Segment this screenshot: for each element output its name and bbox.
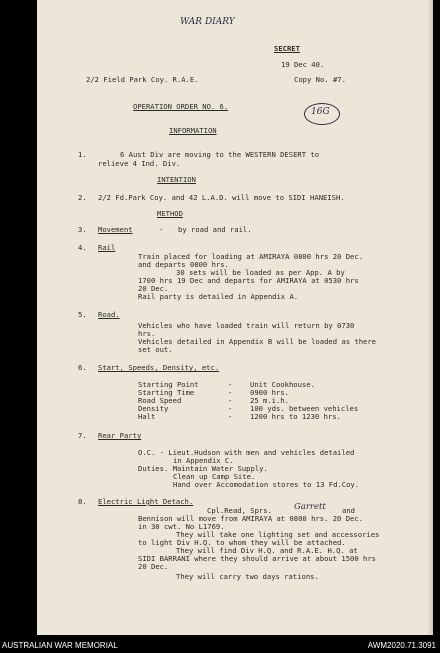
unit-name: 2/2 Field Park Coy. R.A.E. xyxy=(86,75,199,84)
para-8-line: They will find Div H.Q. and R.A.E. H.Q. at xyxy=(176,546,358,555)
war-diary-handwritten-header: WAR DIARY xyxy=(180,17,235,27)
para-8-line: in 30 cwt. No L1769. xyxy=(138,522,225,531)
para-5-line: Vehicles who have loaded train will return by 0730 xyxy=(138,321,355,330)
copy-number: Copy No. #7. xyxy=(294,75,346,84)
para-6-row-value: 1200 hrs to 1230 hrs. xyxy=(250,412,341,421)
para-7-line: Duties. Maintain Water Supply. xyxy=(138,464,268,473)
para-7-number: 7. xyxy=(78,431,87,440)
para-6-row-label: Halt xyxy=(138,412,156,421)
para-8-line: Bennison will move from AMIRAYA at 0800 hrs. 20 Dec. xyxy=(138,514,364,523)
para-6-row-label: Starting Time xyxy=(138,388,195,397)
para-8-line: to light Div H.Q. to whom they will be attached. xyxy=(138,538,346,547)
method-heading: METHOD xyxy=(157,209,183,218)
para-6-row-value: Unit Cookhouse. xyxy=(250,380,315,389)
para-2-text: 2/2 Fd.Park Coy. and 42 L.A.D. will move to SIDI HANEISH. xyxy=(98,193,345,202)
para-8-line-1b: and xyxy=(342,506,355,515)
para-5-line: hrs. xyxy=(138,329,156,338)
para-4-label: Rail xyxy=(98,243,116,252)
para-4-line: and departs 0800 hrs. xyxy=(138,260,229,269)
para-6-row-value: 0900 hrs. xyxy=(250,388,289,397)
para-8-line: They will take one lighting set and accessories xyxy=(176,530,380,539)
para-8-line: 20 Dec. xyxy=(138,562,169,571)
para-3-number: 3. xyxy=(78,225,87,234)
handwritten-number: 16G xyxy=(311,107,330,117)
para-6-row-dash: - xyxy=(228,380,233,389)
para-6-row-value: 25 m.i.h. xyxy=(250,396,289,405)
para-7-line: in Appendix C. xyxy=(173,456,234,465)
para-7-line: Hand over Accomodation stores to 13 Fd.Coy. xyxy=(173,480,360,489)
para-8-line: They will carry two days rations. xyxy=(176,572,319,581)
para-6-number: 6. xyxy=(78,363,87,372)
para-6-row-value: 100 yds. between vehicles xyxy=(250,404,359,413)
para-1-line-2: relieve 4 Ind. Div. xyxy=(98,159,181,168)
information-heading: INFORMATION xyxy=(169,126,217,135)
para-5-number: 5. xyxy=(78,310,87,319)
para-7-line: O.C. - Lieut.Hudson with men and vehicles detailed xyxy=(138,448,355,457)
footer-institution: AUSTRALIAN WAR MEMORIAL xyxy=(2,641,118,650)
para-6-row-dash: - xyxy=(228,404,233,413)
para-8-line-1a: Cpl.Read, Sprs. xyxy=(207,506,272,515)
footer-catalog-id: AWM2020.71.3091 xyxy=(367,641,436,650)
order-title: OPERATION ORDER NO. 6. xyxy=(133,102,229,111)
para-5-label: Road. xyxy=(98,310,120,319)
para-4-line: Rail party is detailed in Appendix A. xyxy=(138,292,299,301)
para-6-row-label: Starting Point xyxy=(138,380,199,389)
para-1-number: 1. xyxy=(78,150,87,159)
para-7-label: Rear Party xyxy=(98,431,142,440)
intention-heading: INTENTION xyxy=(157,175,196,184)
para-2-number: 2. xyxy=(78,193,87,202)
document-page xyxy=(37,0,433,635)
para-5-line: set out. xyxy=(138,345,173,354)
para-4-line: 30 sets will be loaded as per App. A by xyxy=(176,268,345,277)
para-6-row-dash: - xyxy=(228,412,233,421)
para-8-handwritten-name: Garrett xyxy=(294,502,326,512)
para-3-dash: - xyxy=(159,225,164,234)
para-7-line: Clean up Camp Site. xyxy=(173,472,256,481)
para-6-row-dash: - xyxy=(228,396,233,405)
para-1-line-1: 6 Aust Div are moving to the WESTERN DESERT to xyxy=(120,150,320,159)
para-8-number: 8. xyxy=(78,497,87,506)
para-6-row-label: Road Speed xyxy=(138,396,182,405)
para-4-line: Train placed for loading at AMIRAYA 0800 hrs 20 Dec. xyxy=(138,252,364,261)
para-4-line: 1700 hrs 19 Dec and departs for AMIRAYA at 0530 hrs xyxy=(138,276,359,285)
para-4-number: 4. xyxy=(78,243,87,252)
para-3-text: by road and rail. xyxy=(178,225,252,234)
document-date: 19 Dec 40. xyxy=(281,60,325,69)
para-6-label: Start, Speeds, Density, etc. xyxy=(98,363,220,372)
para-6-row-dash: - xyxy=(228,388,233,397)
para-8-label: Electric Light Detach. xyxy=(98,497,194,506)
para-3-label: Movement xyxy=(98,225,133,234)
para-8-line: SIDI BARRANI where they should arrive at about 1500 hrs xyxy=(138,554,376,563)
para-6-row-label: Density xyxy=(138,404,169,413)
para-4-line: 20 Dec. xyxy=(138,284,169,293)
classification-label: SECRET xyxy=(274,44,300,53)
para-5-line: Vehicles detailed in Appendix B will be loaded as there xyxy=(138,337,376,346)
